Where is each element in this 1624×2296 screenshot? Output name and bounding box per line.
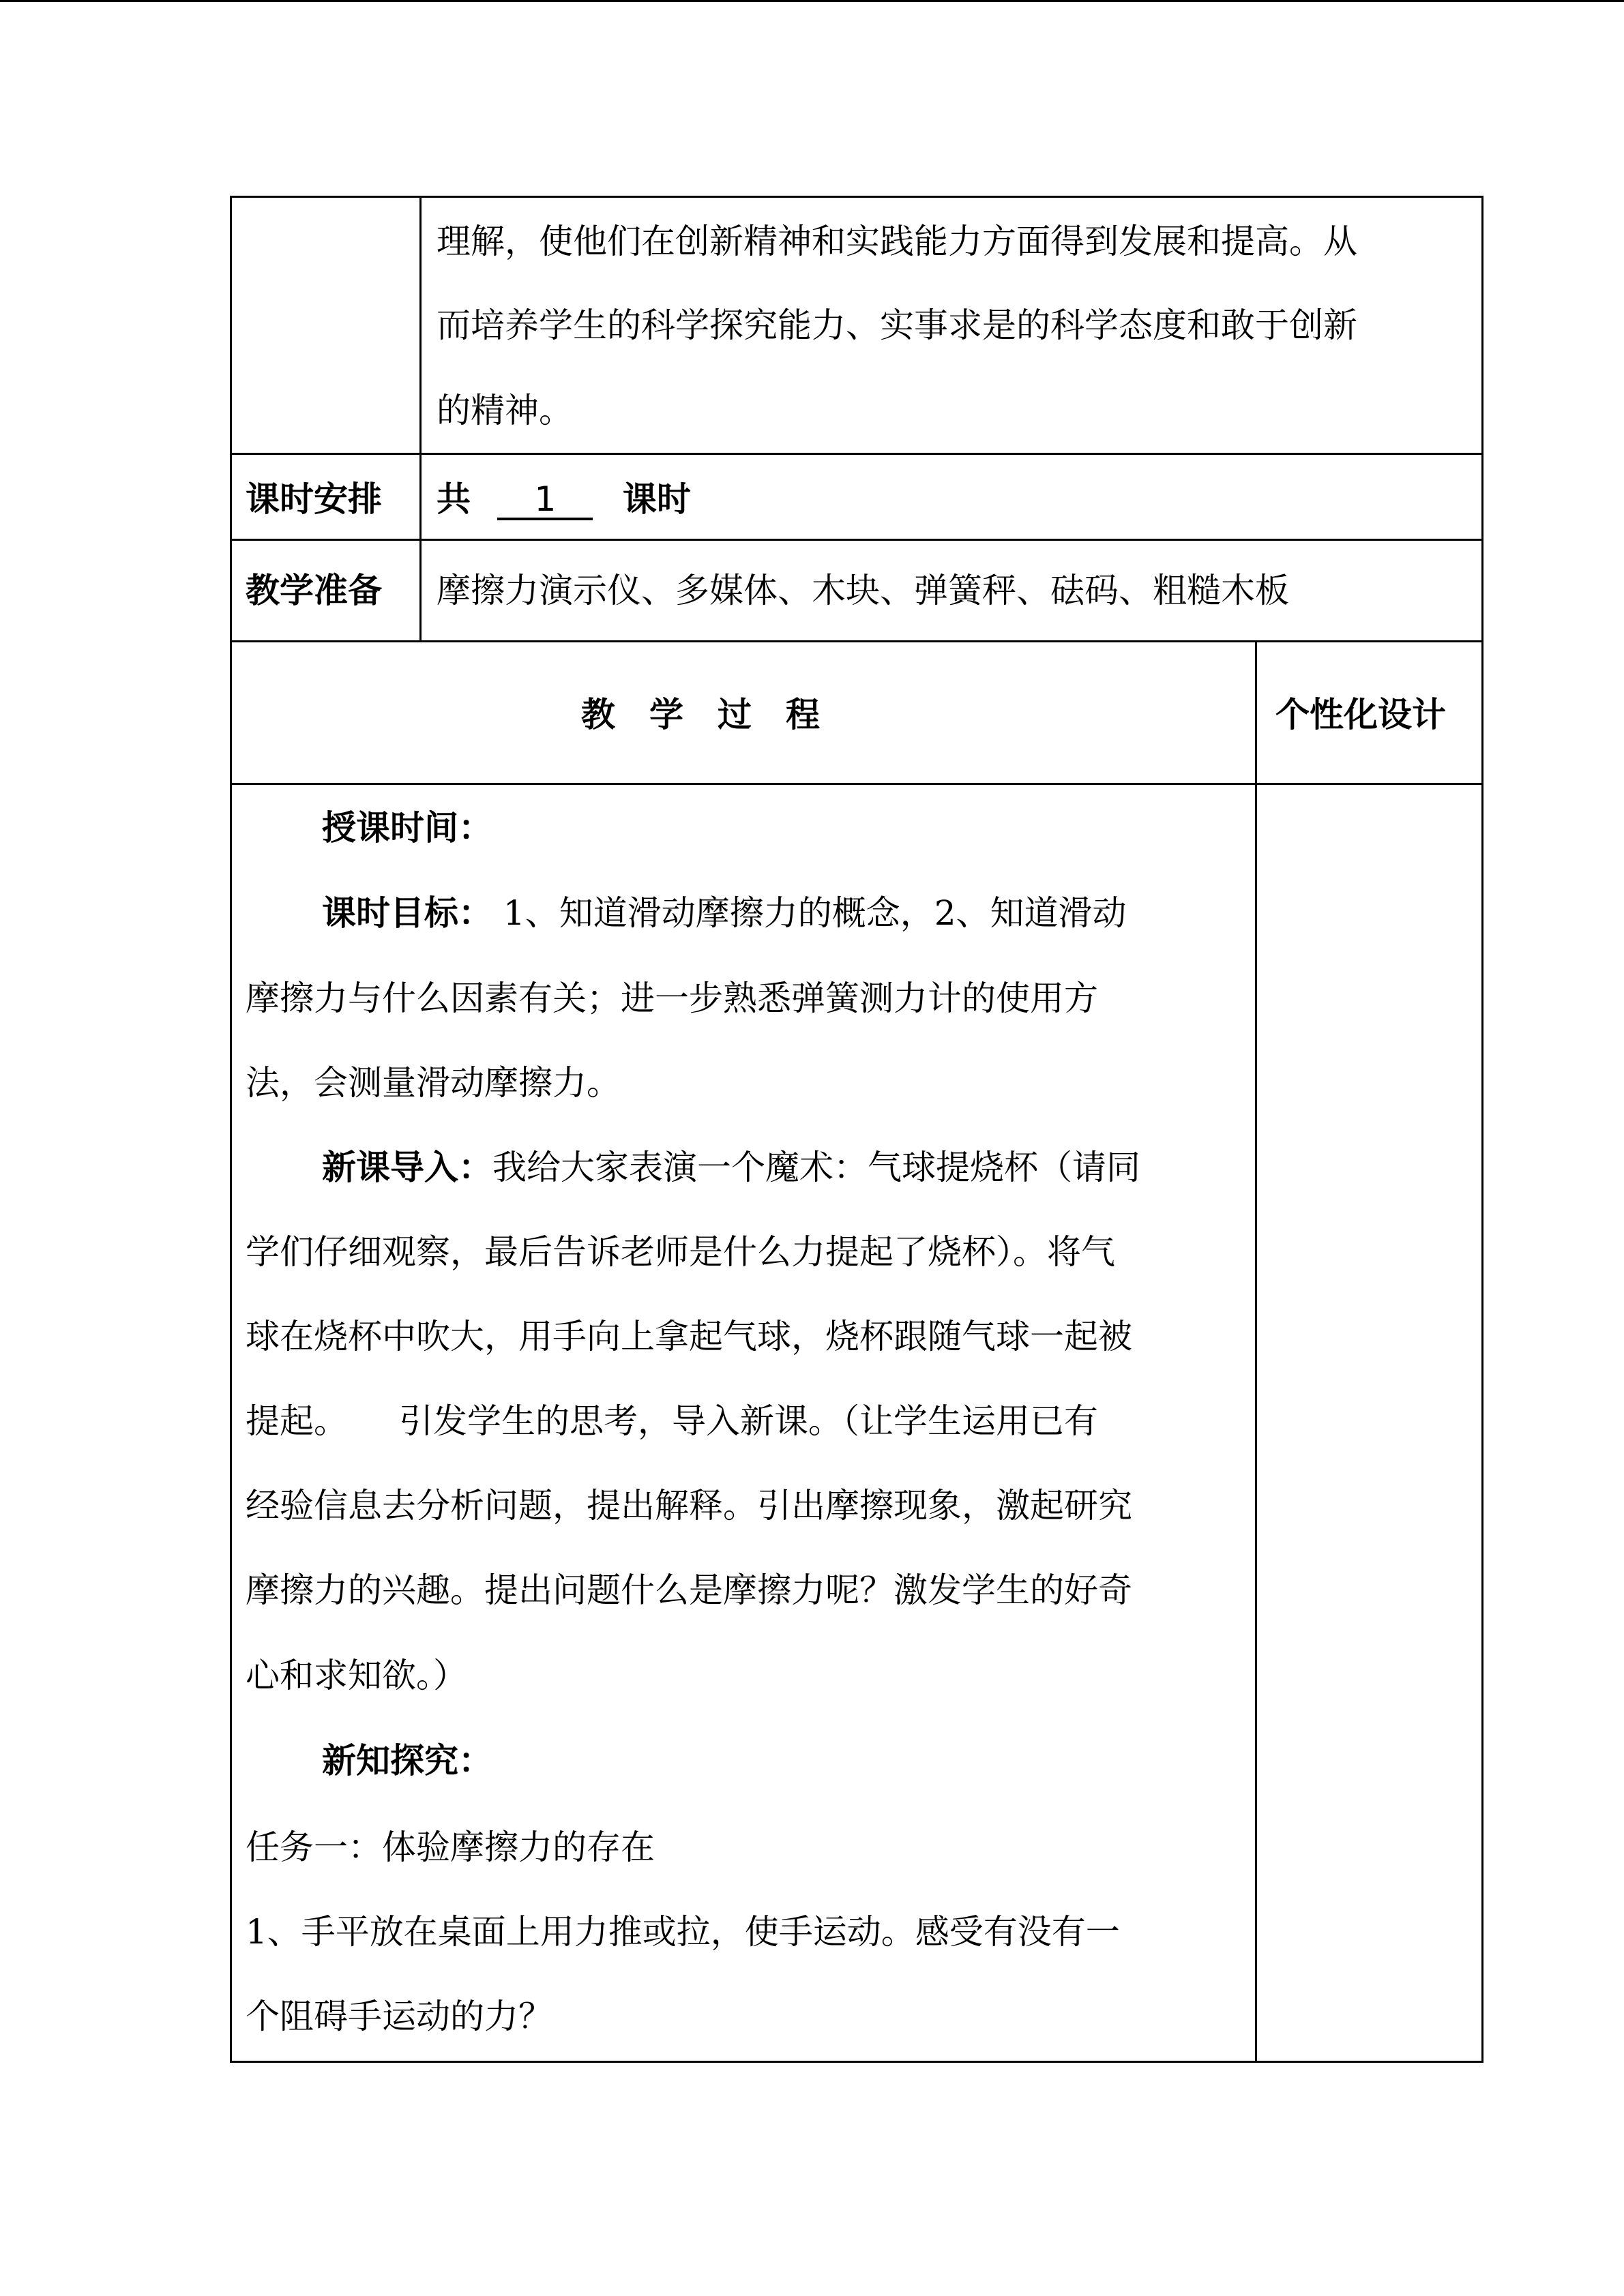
objectives-line-3: 的精神。: [437, 391, 573, 430]
intro-line-1: [322, 1146, 1140, 1189]
schedule-label: 课时安排: [246, 479, 382, 519]
explore-label: 新知探究：: [322, 1741, 492, 1780]
goal-line-1: [322, 891, 1127, 935]
goal-line-3: 法，会测量滑动摩擦力。: [246, 1063, 621, 1103]
table-left-border: [230, 196, 232, 2063]
intro-line-3: 球在烧杯中吹大，用手向上拿起气球，烧杯跟随气球一起被: [246, 1317, 1132, 1356]
row-divider: [230, 539, 1483, 541]
intro-line-6: 摩擦力的兴趣。提出问题什么是摩擦力呢？激发学生的好奇: [246, 1570, 1132, 1610]
row-divider: [230, 783, 1483, 785]
goal-label: 课时目标：: [322, 893, 492, 933]
process-header-title: 教 学 过 程: [581, 695, 820, 734]
step1-line-2: 个阻碍手运动的力？: [246, 1997, 552, 2036]
time-label: 授课时间：: [322, 808, 492, 848]
intro-label: 新课导入：: [322, 1148, 492, 1187]
task1-heading: 任务一：体验摩擦力的存在: [246, 1828, 655, 1867]
preparation-label: 教学准备: [246, 571, 382, 610]
intro-line-4: 提起。 引发学生的思考，导入新课。（让学生运用已有: [246, 1401, 1098, 1441]
intro-text-1: 我给大家表演一个魔术：气球提烧杯（请同: [492, 1148, 1140, 1187]
table-right-border: [1481, 196, 1483, 2063]
row-divider: [230, 453, 1483, 455]
objectives-line-2: 而培养学生的科学探究能力、实事求是的科学态度和敢于创新: [437, 305, 1357, 345]
row-divider: [230, 640, 1483, 642]
intro-line-7: 心和求知欲。）: [246, 1656, 467, 1695]
goal-text-1: 1、知道滑动摩擦力的概念，2、知道滑动: [492, 893, 1127, 933]
preparation-value: 摩擦力演示仪、多媒体、木块、弹簧秤、砝码、粗糙木板: [437, 571, 1289, 610]
table-bottom-border: [230, 2061, 1483, 2063]
table-top-border: [230, 196, 1483, 198]
schedule-suffix: 课时: [622, 479, 691, 519]
design-header: 个性化设计: [1275, 695, 1446, 734]
objectives-line-1: 理解，使他们在创新精神和实践能力方面得到发展和提高。从: [437, 222, 1357, 261]
schedule-prefix: 共: [437, 479, 471, 519]
intro-line-5: 经验信息去分析问题，提出解释。引出摩擦现象，激起研究: [246, 1486, 1132, 1525]
goal-line-2: 摩擦力与什么因素有关；进一步熟悉弹簧测力计的使用方: [246, 979, 1098, 1018]
step1-line-1: 1、手平放在桌面上用力推或拉，使手运动。感受有没有一: [246, 1912, 1120, 1952]
schedule-count: 1: [497, 481, 593, 520]
intro-line-2: 学们仔细观察，最后告诉老师是什么力提起了烧杯）。将气: [246, 1232, 1115, 1272]
label-column-divider: [419, 196, 422, 642]
schedule-value: [437, 477, 691, 521]
design-column-divider: [1255, 640, 1257, 2063]
